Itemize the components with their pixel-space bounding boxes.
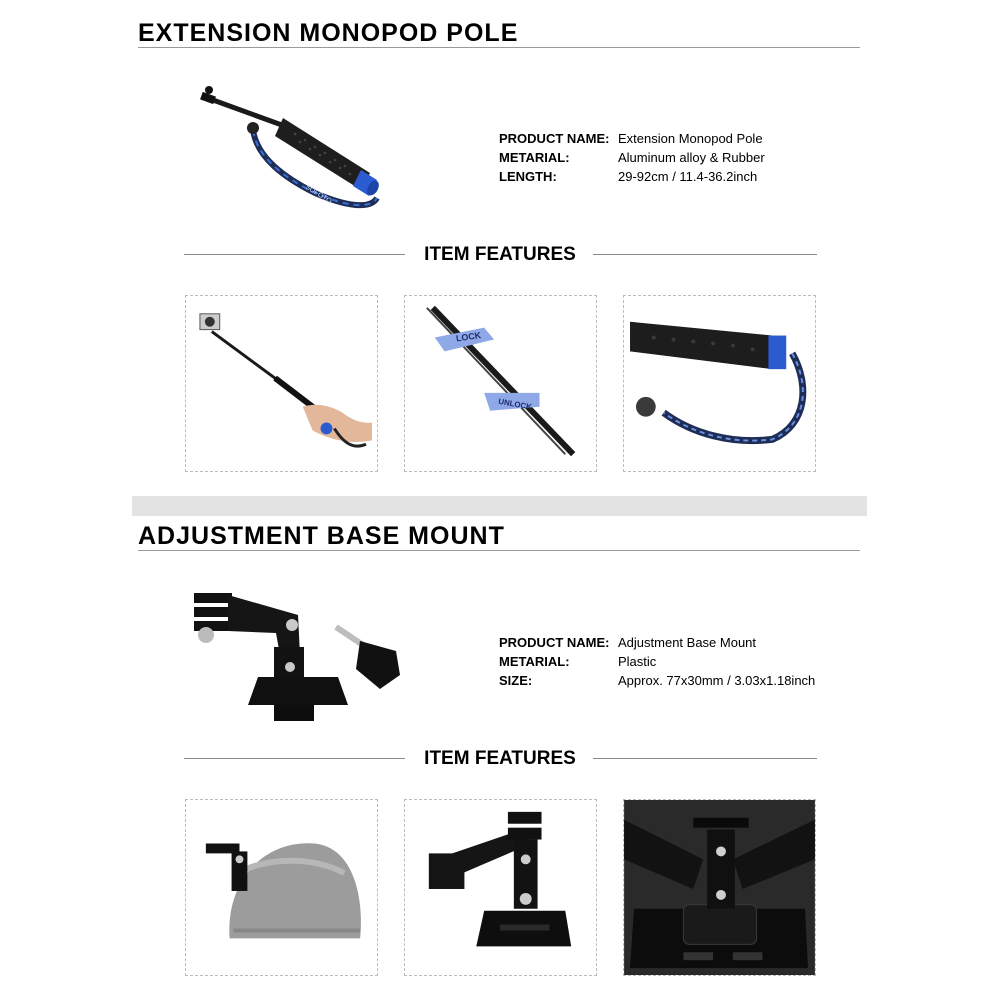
spec-label: SIZE:	[499, 673, 533, 688]
spec-value: Plastic	[618, 654, 657, 669]
spec-value: Adjustment Base Mount	[618, 635, 757, 650]
monopod-spec-list	[499, 129, 765, 186]
monopod-product-image	[195, 78, 390, 218]
features-rule-right	[593, 758, 817, 759]
base-mount-product-image	[188, 585, 410, 725]
lock-badge-label: LOCK	[455, 330, 482, 344]
feature-image-grip-strap	[623, 295, 816, 472]
features-heading: ITEM FEATURES	[424, 244, 576, 265]
strap-brand-text: SOFOTO	[303, 183, 333, 206]
section-divider	[138, 47, 860, 48]
section-separator-band	[132, 496, 867, 516]
spec-value: Approx. 77x30mm / 3.03x1.18inch	[618, 673, 816, 688]
base-mount-spec-list	[499, 633, 815, 690]
features-heading: ITEM FEATURES	[424, 748, 576, 769]
section-title-base-mount: ADJUSTMENT BASE MOUNT	[138, 522, 505, 550]
spec-row	[499, 652, 815, 671]
spec-row	[499, 671, 815, 690]
spec-label: PRODUCT NAME:	[499, 635, 610, 650]
spec-row	[499, 129, 765, 148]
spec-value: 29-92cm / 11.4-36.2inch	[618, 169, 758, 184]
section-divider	[138, 550, 860, 551]
spec-label: PRODUCT NAME:	[499, 131, 610, 146]
spec-value: Aluminum alloy & Rubber	[618, 150, 765, 165]
spec-row	[499, 633, 815, 652]
feature-image-helmet-mount	[185, 799, 378, 976]
spec-label: LENGTH:	[499, 169, 557, 184]
feature-image-lock-unlock	[404, 295, 597, 472]
section-title-monopod: EXTENSION MONOPOD POLE	[138, 19, 519, 47]
spec-row	[499, 148, 765, 167]
feature-image-camera-on-pole	[185, 295, 378, 472]
feature-image-chest-harness	[623, 799, 816, 976]
spec-value: Extension Monopod Pole	[618, 131, 763, 146]
features-rule-right	[593, 254, 817, 255]
spec-label: METARIAL:	[499, 150, 570, 165]
spec-row	[499, 167, 765, 186]
unlock-badge-label: UNLOCK	[497, 396, 533, 412]
feature-image-pivot-arm	[404, 799, 597, 976]
spec-label: METARIAL:	[499, 654, 570, 669]
